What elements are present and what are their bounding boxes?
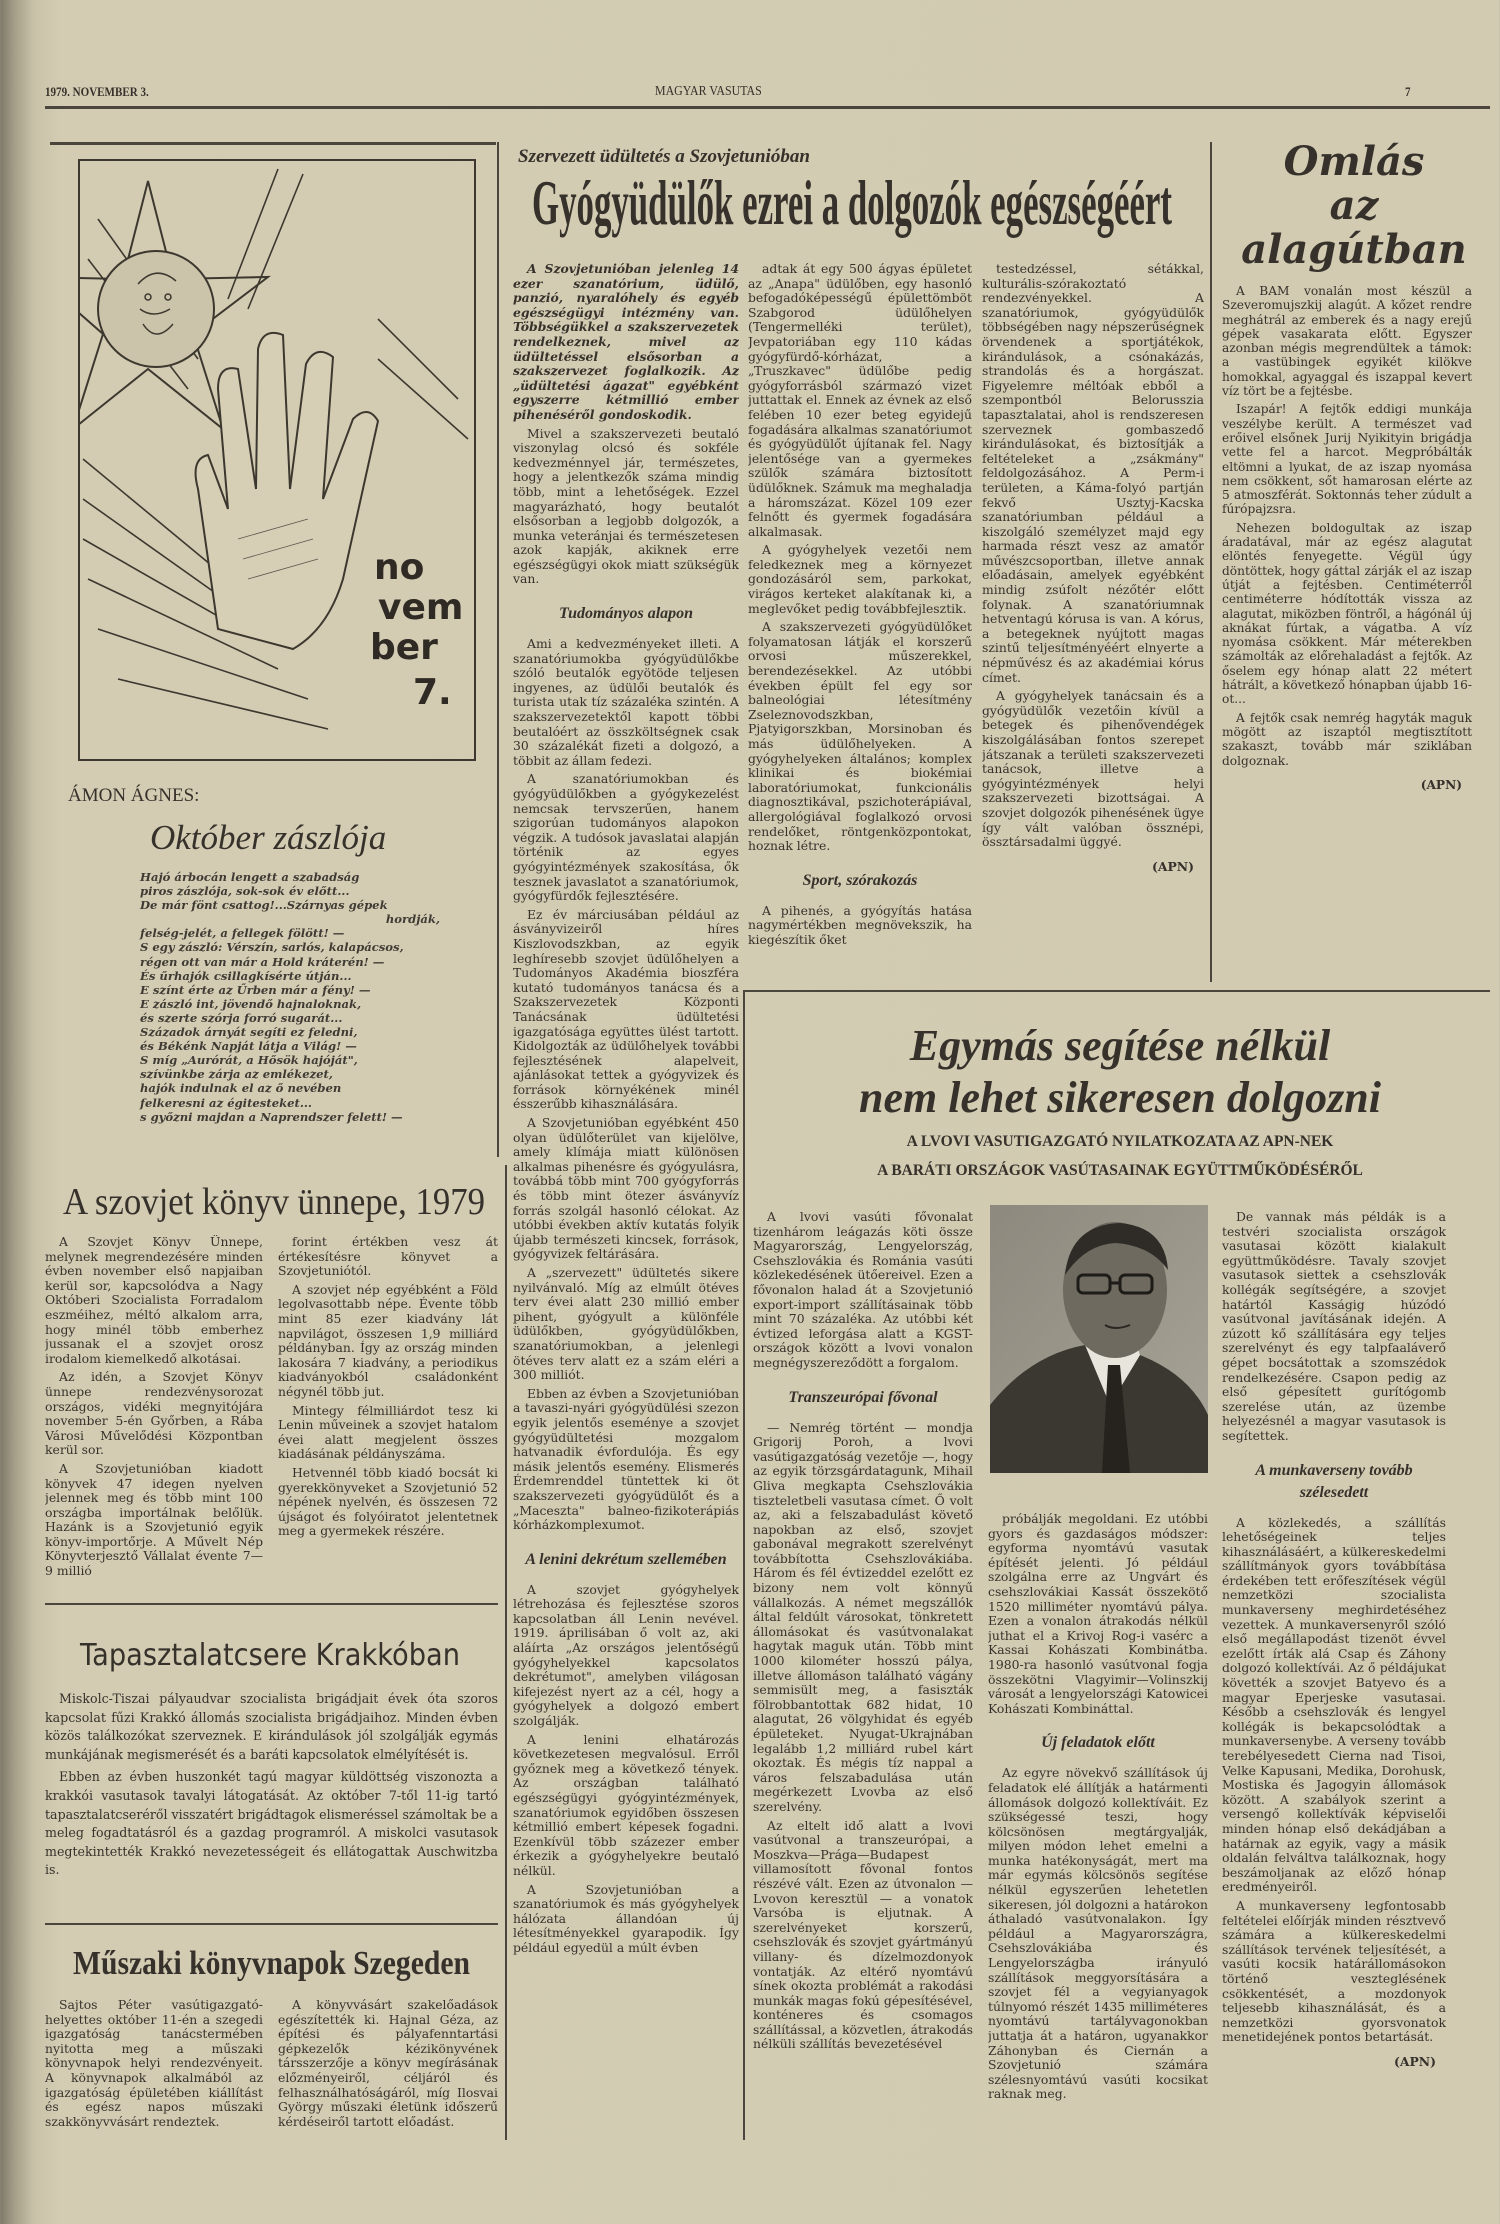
szeged-col-2 [278,1998,498,2148]
poem-author: ÁMON ÁGNES: [68,785,200,806]
paragraph: — Nemrég történt — mondja Grigorij Poroh, a lvovi vasútigazgatóság vezetője —, hogy az egyik törzsgárdatagunk, Mihail Gliva megkapta Csehszlovákia tiszteletbeli vasutasa címet. Ő volt az, aki a felszabadulást követő napokban az első, szovjet gabonával megrakott szerelvényt továbbította Csehszlovákiába. Három és fél évtizeddel ezelőtt ez bizony nem volt könnyű vállalkozás. A német megszállók által feldúlt városokat, tönkretett állomásokat és vasútvonalakat hagytak maguk után. Több mint 1000 kilométer hosszú pálya, illetve állomáson található vágány semmisült meg, a fasiszták fölrobbantottak 682 hidat, 10 alagutat, 26 völgyhidat és egyéb épületeket. Nyugat-Ukrajnában legalább 1,2 milliárd rubel kárt okoztak. És mégis tíz nappal a város felszabadulása után megérkezett Lvovba az első szerelvény. [753,1419,973,1814]
subheading: A lenini dekrétum szellemében [525,1550,727,1568]
paragraph: A gyógyhelyek tanácsain és a gyógyüdülők vezetőin kívül a betegek és pihenővendégek kiszolgálásában fontos szerepet játszanak a területi szakszervezeti tanácsok, illetve a gyógyintézmények helyi szakszervezeti bizottságai. A szovjet dolgozók pihenésének ügye így vált valóban össznépi, össztársadalmi üggyé. [982,688,1204,850]
paragraph: Ebben az évben a Szovjetunióban a tavaszi-nyári gyógyüdülési szezon egyik jelentős eseménye a szovjet gyógyüdültetési mozgalom hatvanadik évfordulója. És egy másik jelentős esemény. Elismerés Érdemrenddel tüntettek ki öt szakszervezeti gyógyüdülőt és a „Maceszta" balneo-fizikoterápiás kórházkomplexumot. [513,1385,739,1533]
hand-drawing [196,333,378,649]
paragraph: Hetvennél több kiadó bocsát ki gyerekkönyveket a Szovjetunió 52 népének nyelvén, és összesen 72 újságot és folyóiratot jelentetnek meg a gyermekek részére. [278,1464,498,1539]
byline: (APN) [1394,2053,1436,2069]
paragraph: A pihenés, a gyógyítás hatása nagymértékben megnövekszik, ha kiegészítik őket [748,902,972,947]
kicker-gyogy: Szervezett üdültetés a Szovjetunióban [518,146,810,167]
issue-date: 1979. NOVEMBER 3. [45,84,149,99]
paragraph: Ami a kedvezményeket illeti. A szanatóriumokba gyógyüdülőkbe szóló beutalók egyötöde teljesen ingyenes, az üdülői beutalók és turista utak tíz százaléka szintén. A szakszervezetektől kapott többi beutalóért az összköltségnek csak 30 százalékát fizeti a dolgozó, a többit az állam fedezi. [513,636,739,768]
poem-line: Hajó árbocán lengett a szabadság [140,870,360,884]
poem-line: felség-jelét, a fellegek fölött! — [140,926,345,941]
egymas-col-a [753,1210,973,2138]
director-portrait-photo [990,1205,1208,1473]
headline-konyv [63,1180,524,1224]
column-rule [505,1165,507,2140]
poem-line: és Békénk Napját látja a Világ! — [140,1039,357,1054]
krakko-body [45,1690,498,1905]
paragraph: A közlekedés, a szállítás lehetőségeinek teljes kihasználásáért, a külkereskedelmi szállítmányok gyors továbbítása érdekében tett erőfeszítések végül nemzetközi szocialista munkaverseny meghirdetéséhez vezettek. A munkaversenyről szóló első megállapodást tizenöt évvel ezelőtt írták alá Csap és Záhony dolgozó kollektívái. Az ő példájukat követték a szovjet Batyevo és a magyar Eperjeske vasutasai. Később a csehszlovák és lengyel kollégák is bekapcsolódtak a munkaversenybe. A verseny tovább terebélyesedett Cierna nad Tisoi, Velke Kapusani, Medika, Dorohusk, Mostiska és Jagogyin állomások között. A szabályok szerint a versengő kollektívák képviselői minden hónap első dekádjában a határnak az egyik, vagy a másik oldalán felváltva találkoznak, hogy beszámoljanak az előző hónap eredményeiről. [1222,1514,1446,1895]
paragraph: A BAM vonalán most készül a Szeveromujszkij alagút. A kőzet rendre meghátrál az emberek és a nagy erejű gépek vasakarata előtt. Egyszer azonban mégis megrendültek a támok: a vastübingek egyikét kilökve homokkal, agyaggal és iszappal kevert víz tört be a fejtésbe. [1222,284,1472,399]
egymas-col-b [988,1512,1208,2138]
poem-line: E színt érte az Űrben már a fény! — [140,982,371,997]
section-rule [45,1603,498,1605]
paragraph: Nehezen boldogultak az iszap áradatával, már az egész alagutat elöntés fenyegette. Végül úgy döntöttek, hogy gáttal zárják el az iszap útját a fejtésben. Centiméterről centiméterre hódították vissza az alagutat, miközben föntről, a hágónál új aknákat fúrtak, a vágatba. A víz nyomása csökkent. Már méterekben számolták az előrehaladást a fejtők. Az őselem egy hónap alatt 22 métert hátrált, a következő hónapban újabb 16-ot... [1222,520,1472,707]
egymas-col-c [1222,1210,1446,2145]
column-rule [1210,142,1212,982]
lettering-vem: vem [378,587,464,628]
paragraph: Mivel a szakszervezeti beutaló viszonylag olcsó és sokféle kedvezménnyel jár, természetes, hogy a jelentkezők száma mindig több, mint a lehetőségek. Ezzel magyarázható, hogy beutalót elsősorban a legjobb dolgozók, a munka veteránjai és természetesen azok kapják, akiknek erre egészségügyi okok miatt szükségük van. [513,425,739,587]
paragraph: A könyvvásárt szakelőadások egészítették ki. Hajnal Géza, az építési és pályafenntartási gépkezelők kézikönyvének társszerzője a könyv megírásának előzményeiről, céljáról és felhasználhatóságáról, míg Ilosvai György műszaki életünk időszerű kérdéseiről tartott előadást. [278,1998,498,2129]
headline-szeged-text: Műszaki könyvnapok Szegeden [73,1945,470,1982]
column-rule [743,990,745,2140]
headline-krakko [80,1638,498,1673]
paragraph: Ebben az évben huszonkét tagú magyar küldöttség viszonozta a krakkói vasutasok tavalyi látogatását. Az október 7-től 11-ig tartó tapasztalatcseréről visszatért brigádtagok elismeréssel számoltak be a meleg fogadtatásról és a gazdag programról. A miskolci vasutasok megtekintették Krakkó nevezetességeit és ellátogattak Auschwitzba is. [45,1769,498,1878]
subheadline-egymas-1: A LVOVI VASUTIGAZGATÓ NYILATKOZATA AZ APN-NEK [906,1133,1334,1150]
paragraph: A Szovjetunióban egyébként 450 olyan üdülőterület van kijelölve, amely klímája miatt különösen alkalmas pihenésre és gyógyulásra, továbbá több mint 700 gyógyforrás és több mint ötezer ásványvíz forrás szolgál hasonló célokat. Az utóbbi években aktív kutatás folyik újabb természeti kincsek, források, gyógyvizek feltárására. [513,1115,739,1262]
poem-line: S egy zászló: Vérszín, sarlós, kalapácsos, [140,940,404,955]
november-7-illustration [78,159,476,761]
headline-krakko-text: Tapasztalatcsere Krakkóban [80,1638,460,1673]
headline-omlas-line: alagútban [1241,226,1467,273]
header-rule [45,106,1490,109]
poem-line: és szerte szórja forró sugarát... [140,1010,343,1025]
gyogy-col-1 [513,262,739,2137]
paragraph: Az eltelt idő alatt a lvovi vasútvonal a transzeurópai, a Moszkva—Prága—Budapest villamosított fővonal fontos részévé vált. Ezen az útvonalon — Lvovon keresztül — a vonatok Varsóba is eljutnak. A szerelvényeket korszerű, csehszlovák és szovjet gyártmányú villany- és dízelmozdonyok vontatják. Az eltérő nyomtávú sínek okozta problémát a rakodási munkák magas fokú gépesítésével, konténeres és csomagos szállítással, a közvetlen, átrakodás nélküli szállítás bevezetésével [753,1817,973,2052]
paragraph: adtak át egy 500 ágyas épületet az „Anapa" üdülőben, egy hasonló befogadóképességű épülettömböt Szabgorod üdülőhelyen (Tengermelléki terület), Jevpatoriában egy 110 kádas gyógyfürdő-kórházat, a „Truszkavec" üdülőbe pedig gyógyforrásból származó vizet juttattak el. Ennek az évnek az első felében 10 ezer beteg egyidejű fogadására alkalmas szanatóriumot és gyógyüdülőt újítanak fel. Nagy jelentősége van a gyermekes szülők számára biztosított üdülőknek. Számuk ma meghaladja a háromszázat. Közel 109 ezer felnőtt és gyermek fogadására alkalmasak. [748,262,972,539]
poem-line: piros zászlója, sok-sok év előtt... [140,884,350,899]
byline: (APN) [1420,777,1462,792]
illustration-lettering [370,547,463,713]
paragraph: Sajtos Péter vasútigazgató-helyettes október 11-én a szegedi igazgatóság tanácstermében nyitotta meg a műszaki könyvnapok helyi rendezvényeit. A könyvnapok alkalmából az igazgatóság épületében kiállítást és egész napos műszaki szakkönyvvásárt rendeztek. [45,1998,263,2129]
column-rule [497,142,499,1157]
paragraph: A gyógyhelyek vezetői nem feledkeznek meg a környezet gondozásáról sem, parkokat, virágos kerteket alakítanak ki, a meglevőket pedig továbbfejlesztik. [748,542,972,616]
headline-konyv-text: A szovjet könyv ünnepe, 1979 [63,1181,485,1223]
subheadline-egymas-2: A BARÁTI ORSZÁGOK VASÚTASAINAK EGYÜTTMŰKÖDÉSÉRŐL [877,1162,1363,1179]
headline-egymas-1: Egymás segítése nélkül [909,1021,1331,1070]
paragraph: A lenini elhatározás következetesen megvalósul. Erről győznek meg a következő tények. Az országban található egészségügyi gyógyintézmények, szanatóriumok egyidőben összesen kétmillió embert képesek fogadni. Ezenkívül több százezer ember érkezik a gyógyhelyekre beutaló nélkül. [513,1731,739,1878]
poem-title: Október zászlója [150,818,387,857]
konyv-col-2 [278,1235,498,1585]
poem-line: És űrhajók csillagkísérte útján... [140,968,352,983]
subheading: Sport, szórakozás [802,871,918,889]
gyogy-col-2 [748,262,972,974]
headline-omlas-line: az [1329,182,1379,229]
paragraph: testedzéssel, sétákkal, kulturális-szórakoztató rendezvényekkel. A szanatóriumok, gyógyüdülők többségében nagy népszerűségnek örvendenek a sportjátékok, kirándulások, a csónakázás, strandolás és a horgászat. Figyelemre méltóak ebből a szempontból Belorusszia tapasztalatai, ahol is rendszeresen szerveznek gombaszedő kirándulásokat, és biztosítják a feltételeket a „zsákmány" feldolgozásához. A Perm-i területen, a Káma-folyó partján fekvő Usztyj-Kacska szanatóriumban például a kiszolgáló személyzet majd egy harmada részt vesz az amatőr művészcsoportban, illetve annak előadásain, amelyek egyébként mindig zsúfolt nézőtér előtt folynak. A szanatóriumnak hetventagú kórusa is van. A kórus, a betegeknek nyújtott magas szintű teljesítményéért elnyerte a népművész és az akadémiai kórus címet. [982,262,1204,685]
paragraph: A Szovjetunióban kiadott könyvek 47 idegen nyelven jelennek meg és több mint 100 országba importálnak belőlük. Hazánk is a Szovjetunió egyik könyv-importőrje. A Művelt Nép Könyvterjesztő Vállalat évente 7—9 millió [45,1460,263,1579]
paragraph: A szovjet gyógyhelyek létrehozása és fejlesztése szoros kapcsolatban áll Lenin nevével. 1919. áprilisában ő volt az, aki aláírta „Az országos jelentőségű gyógyhelyekkel kapcsolatos dekrétumot", amelyben világosan kifejezést nyert az a cél, hogy a gyógyhelyek a dolgozó embert szolgálják. [513,1581,739,1729]
paragraph: A szovjet nép egyébként a Föld legolvasottabb népe. Évente több mint 85 ezer kiadvány lát napvilágot, összesen 1,9 milliárd példányban. Így az ország minden lakosára 7 kiadvány, a periodikus kiadványokból családonként négynél több jut. [278,1281,498,1399]
lead-paragraph: A Szovjetunióban jelenleg 14 ezer szanatórium, üdülő, panzió, nyaralóhely és egyéb egészségügyi intézmény van. Többségükkel a szakszervezetek rendelkeznek, mivel az üdültetéssel elsősorban a szakszervezet foglalkozik. Az „üdültetési ágazat" egyébként egyszerre kétmillió ember pihenéséről gondoskodik. [513,262,739,422]
lenin-portrait [98,251,214,367]
poem-line: Századok árnyát segíti ez feledni, [140,1025,358,1040]
page-number: 7 [1405,84,1411,99]
poem-line: szívünkbe zárja az emlékezet, [140,1067,333,1082]
paragraph: De vannak más példák is a testvéri szocialista országok vasutasai között kialakult együttműködésre. Tavaly szovjet vasutasok siettek a csehszlovák kollégák segítségére, a szovjet határtól Kasságig húzódó vasútvonal javításának idején. A zúzott kő szállítására egy teljes szerelvényt és egy talpfaaláverő gépet bocsátottak a szomszédok rendelkezésére. Csapon pedig az első gépesített gurítógomb szerelése után, az üzembe helyezésnél a magyar vasutasok is segítettek. [1222,1210,1446,1443]
lettering-no: no [374,547,425,588]
poem-line: régen ott van már a Hold kráterén! — [140,954,385,969]
paragraph: Az idén, a Szovjet Könyv ünnepe rendezvénysorozat országos, vidéki megnyitójára november 5-én Győrben, a Rába Városi Művelődési Központban kerül sor. [45,1369,263,1458]
paragraph: A Szovjet Könyv Ünnepe, melynek megrendezésére minden évben november első napjaiban kerül sor, kapcsolódva a Nagy Októberi Szocialista Forradalom eszméihez, méltó alkalom arra, hogy minél több emberhez jussanak el a szovjet orosz irodalom kiemelkedő alkotásai. [45,1235,263,1366]
byline: (APN) [1152,858,1194,874]
paragraph: Iszapár! A fejtők eddigi munkája veszélybe került. A természet vad erőivel elsőnek Jurij Nyikityin brigádja vette fel a harcot. Megpróbálták eltömni a lyukat, de az iszap nyomása nem csökkent, sőt hamarosan elérte az 5 atmoszférát. Soktonnás teher zúdult a fúrópajzsra. [1222,402,1472,517]
paragraph: A lvovi vasúti fővonalat tizenhárom leágazás köti össze Magyarország, Lengyelország, Csehszlovákia és Románia vasúti közlekedésének ütőereivel. Ezen a fővonalon halad át a Szovjetunió export-import szállításainak több mint 70 százaléka. Az utóbbi két évtized leforgása alatt a KGST-országok között a lvovi vonalon megnégyszereződött a forgalom. [753,1210,973,1370]
gyogy-col-3 [982,262,1204,982]
poem-line: s győzni majdan a Naprendszer felett! — [140,1109,403,1124]
subheading: Új feladatok előtt [1041,1734,1155,1752]
omlas-body [1222,284,1472,989]
paragraph: forint értékben vesz át értékesítésre könyvet a Szovjetuniótól. [278,1235,498,1279]
headline-gyogy-text: Gyógyüdülők ezrei a dolgozók egészségéért [532,167,1172,238]
subheading: A munkaverseny tovább szélesedett [1255,1461,1413,1501]
paragraph: Ez év márciusában például az ásványvizeiről híres Kiszlovodszkban, az egyik leghíresebb szovjet üdülőhelyen a Tudományos Akadémia bioszféra kutató tudományos tanácsa és a Szakszervezetek Központi Tanácsának üdültetési igazgatósága együttes ülést tartott. Kidolgozták az üdülőhelyek további fejlesztésének alapelveit, ajánlásokat tettek a gyógyvizek és források környékének minél ésszerűbb kihasználására. [513,906,739,1112]
paragraph: A Szovjetunióban a szanatóriumok és más gyógyhelyek hálózata állandóan új létesítményekkel gyarapodik. Így például egyedül a múlt évben [513,1881,739,1955]
section-rule [745,990,1490,992]
paragraph: A munkaverseny legfontosabb feltételei előírják minden résztvevő számára a külkereskedelmi szállítások tervének teljesítését, a vasúti kocsik határállomásokon történő veszteglésének csökkentését, a mozdonyok teljesebb kihasználását, és a nemzetközi gyorsvonatok menetidejének pontos betartását. [1222,1897,1446,2045]
paragraph: A „szervezett" üdültetés sikere nyilvánvaló. Míg az elmúlt ötéves terv évei alatt 230 millió ember pihent, gyógyult a különféle üdülőkben, gyógyüdülőkben, szanatóriumokban, a jelenlegi ötéves terv alatt ez a szám eléri a 300 milliót. [513,1265,739,1383]
lettering-7: 7. [413,672,452,713]
paragraph: A szanatóriumokban és gyógyüdülőkben a gyógykezelést nemcsak tervszerűen, hanem szigorúan tudományos alapokon végzik. A tudósok javaslatai alapján történik az egyes gyógyintézmények szakosítása, ők tesznek javaslatot a szanatóriumok, gyógyfürdők fejlesztésére. [513,771,739,904]
poem-line: E zászló int, jövendő hajnaloknak, [140,996,362,1011]
subheading: Tudományos alapon [558,605,694,623]
poem-text [140,870,460,1124]
headline-omlas [1218,140,1490,272]
paragraph: Miskolc-Tiszai pályaudvar szocialista brigádjait évek óta szoros kapcsolat fűzi Krakkó állomás szocialista brigádjaihoz. Minden évben közös találkozókat szerveznek. E kirándulások jól szolgálják egymás munkájának megismerését és a baráti kapcsolatok elmélyítését is. [45,1691,498,1762]
newspaper-title: MAGYAR VASUTAS [655,84,762,99]
subheading: Transzeurópai fővonal [788,1388,938,1406]
poem-line: S míg „Aurórát, a Hősök hajóját", [140,1053,358,1068]
headline-omlas-line: Omlás [1283,138,1425,185]
paragraph: Mintegy félmilliárdot tesz ki Lenin műveinek a szovjet hatalom évei alatt megjelent összes kiadásának példányszáma. [278,1402,498,1462]
szeged-col-1 [45,1998,263,2148]
paragraph: A fejtők csak nemrég hagyták maguk mögött az iszaptól megtisztított szakaszt, tovább már sziklában dolgoznak. [1222,710,1472,768]
lettering-ber: ber [370,627,438,668]
konyv-col-1 [45,1235,263,1585]
paragraph: próbálják megoldani. Ez utóbbi gyors és gazdaságos módszer: egyforma nyomtávú vasutak építését jelenti. Jó például szolgálna erre az Ungvárt és csehszlovákiai Kassát összekötő 1520 milliméter nyomtávú pálya. Ezen a vonalon átrakodás nélkül juthat el a Krivoj Rog-i vasérc a Kassai Kohászati Kombinátba. 1980-ra hasonló vasútvonal fogja összekötni Vlagyimir—Volinszkij városát a lengyelországi Katowicei Kohászati Kombináttal. [988,1512,1208,1716]
headline-egymas-2: nem lehet sikeresen dolgozni [859,1073,1381,1122]
poem-line: hajók indulnak el az ő nevében [140,1081,342,1096]
paragraph: Az egyre növekvő szállítások új feladatok elé állítják a határmenti állomások dolgozó kollektíváit. Ez szükségessé teszi, hogy kölcsönösen megtárgyalják, milyen módon lehet emelni a munka hatékonyságát, mert ma már egymás kölcsönös segítése nélkül egyszerűen lehetetlen sikeresen, jól dolgozni a határokon áthaladó vasútvonalakon. Így például a Magyarországra, Csehszlovákiába és Lengyelországba irányuló szállítások meggyorsítására a szovjet fél a vegyianyagok túlnyomó részét 1435 milliméteres nyomtávú tartályvagonokban juttatja át a határon, ugyanakkor Záhonyban és Ciernán a Szovjetunió számára szélesnyomtávú vasúti kocsikat raknak meg. [988,1765,1208,2102]
poem-line: De már fönt csattog!...Szárnyas gépek [140,898,388,913]
paragraph: A szakszervezeti gyógyüdülőket folyamatosan látják el korszerű orvosi műszerekkel, berendezésekkel. Az utóbbi években épült fel egy sor balneológiai létesítmény Zseleznovodszkban, Pjatyigorszkban, Morsinoban és más üdülőhelyeken. A gyógyhelyeken általános; komplex klinikai és biokémiai laboratóriumokat, funkcionális diagnosztikával, pszichoterápiával, allergológiával foglalkozó orvosi rendelőket, röntgenközpontokat, hoznak létre. [748,619,972,854]
headline-szeged [73,1945,528,1983]
poem-line: hordják, [385,912,440,927]
poem-line: felkeresni az égitesteket... [140,1095,312,1110]
section-rule [45,1923,498,1925]
